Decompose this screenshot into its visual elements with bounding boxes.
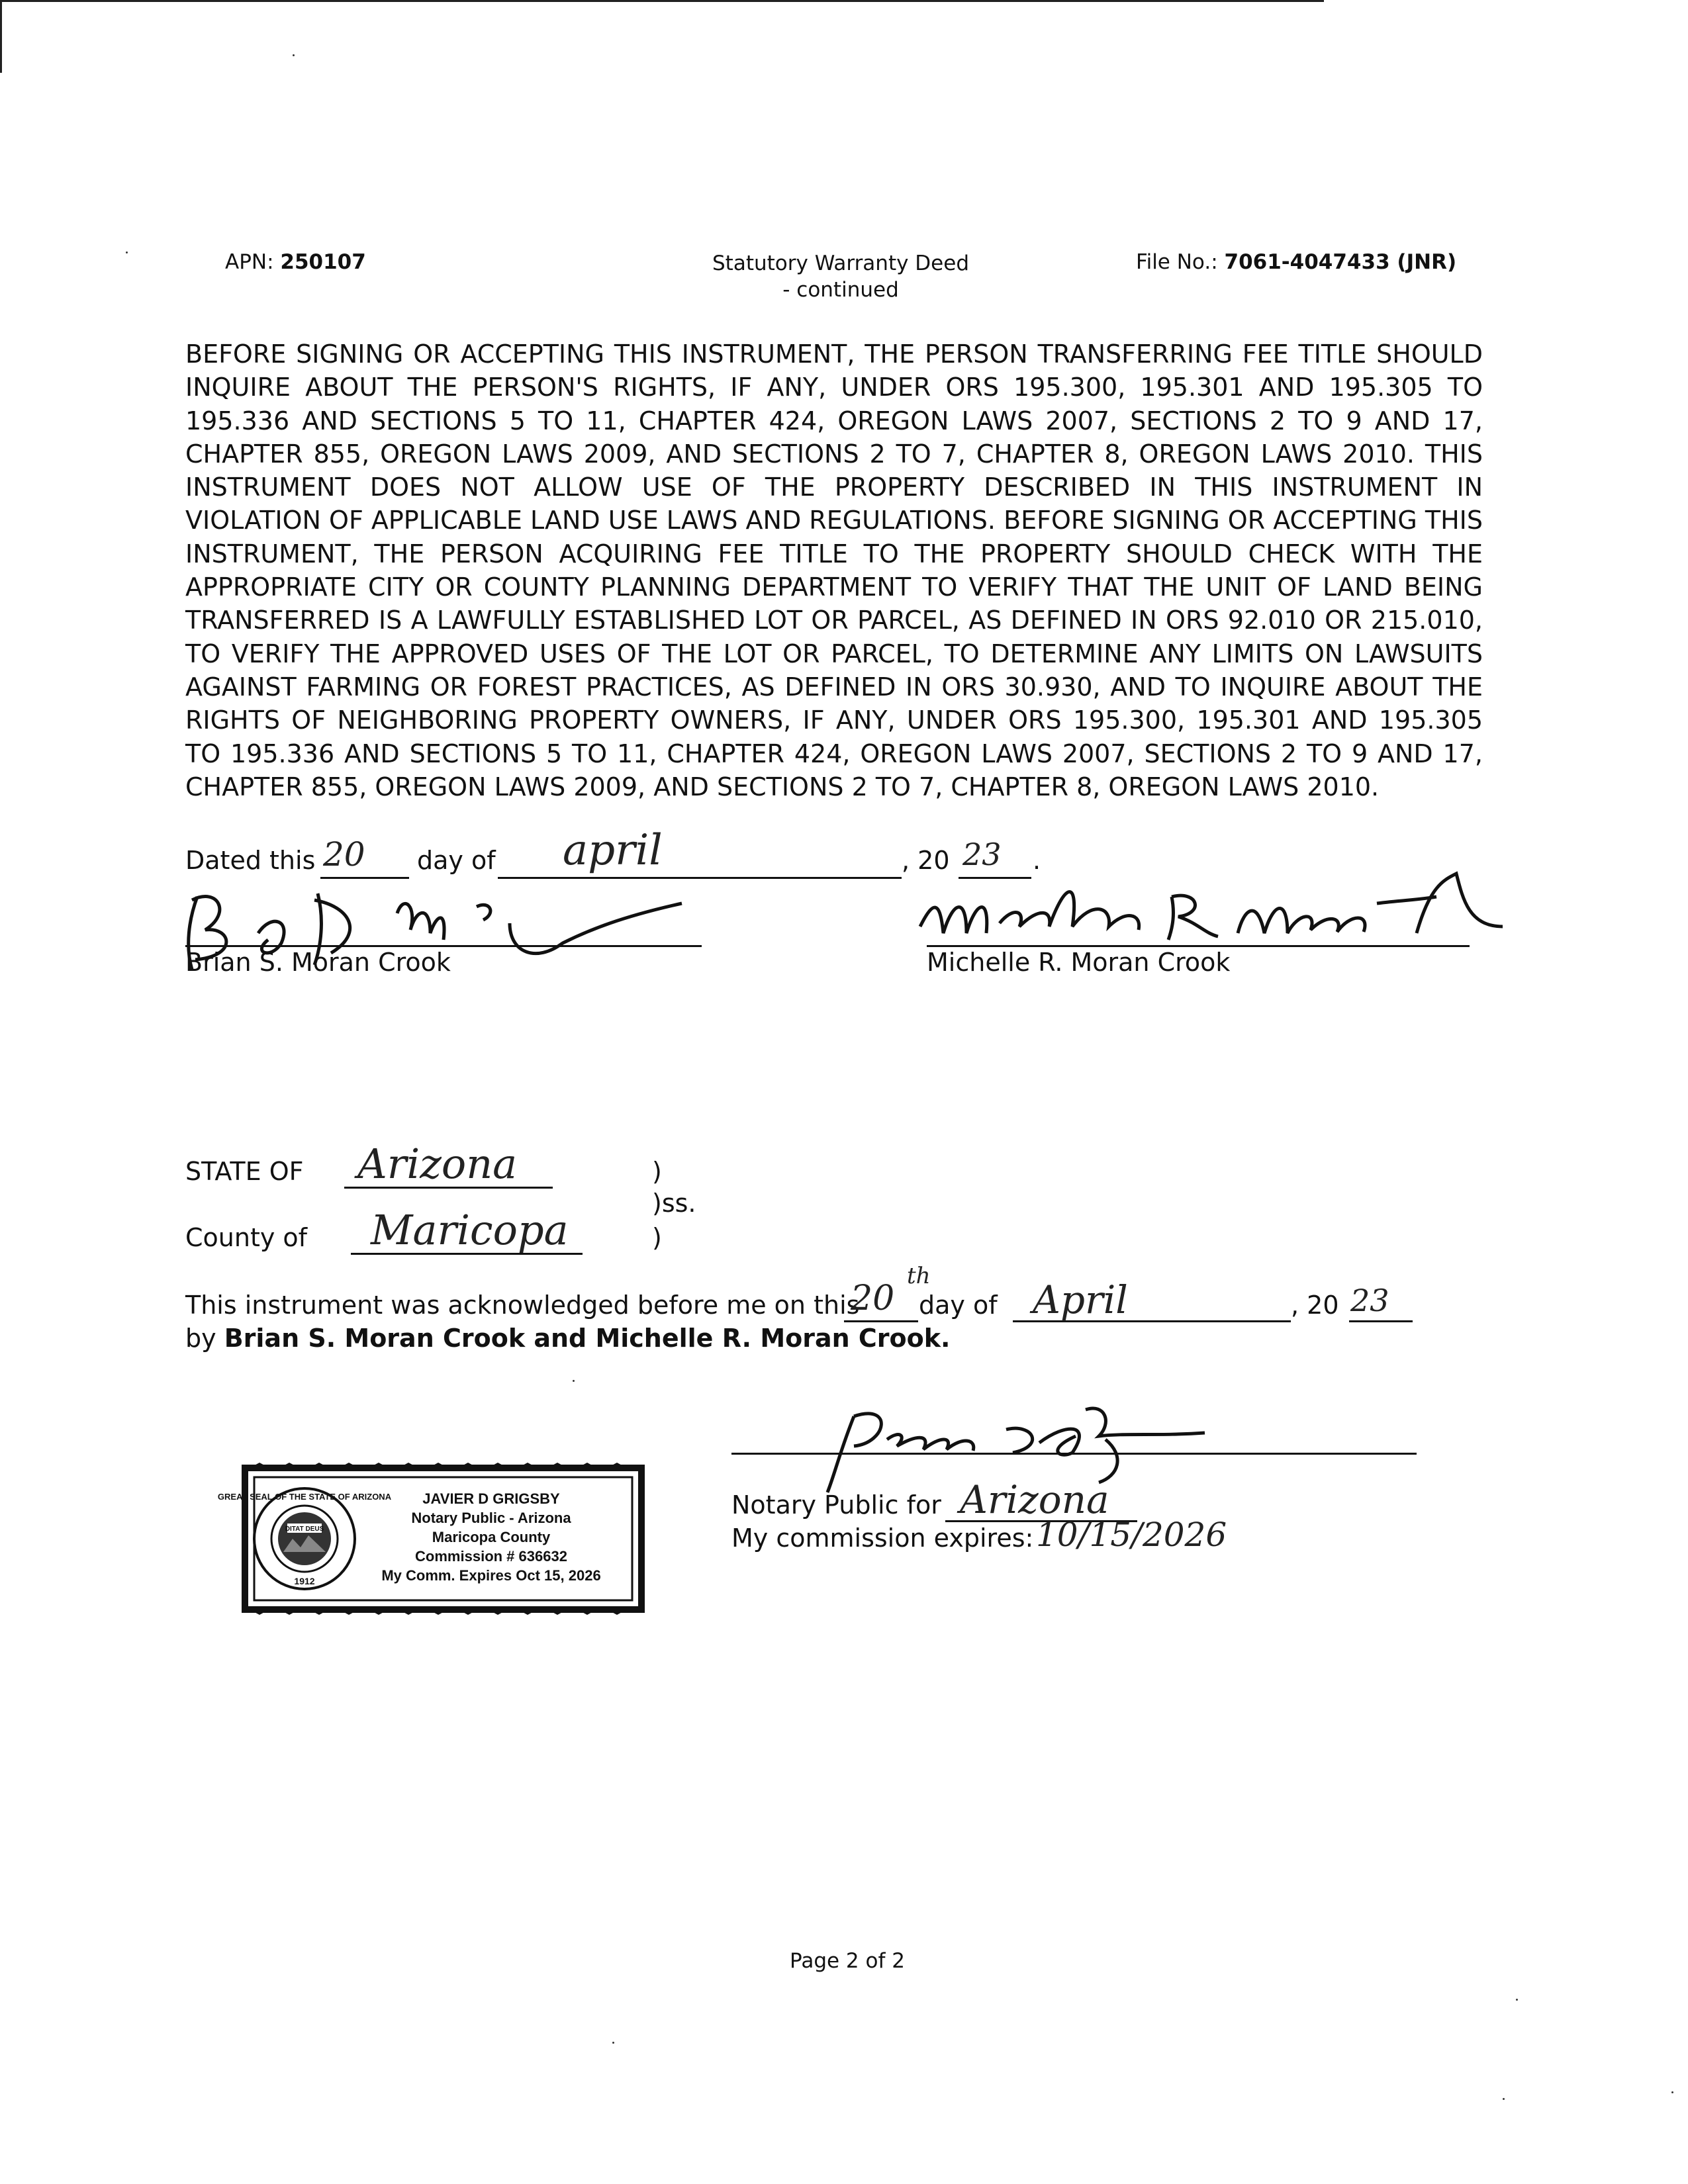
ack-line-2 [185,1324,950,1353]
left-signature-line [185,945,702,947]
dated-day-line [320,877,409,879]
scan-speck [612,2042,614,2044]
notary-stamp-text [346,1489,637,1585]
ack-day-line [844,1320,918,1322]
notary-public-label: Notary Public for [731,1490,941,1520]
document-title: Statutory Warranty Deed [712,251,969,275]
scan-speck [293,54,295,56]
document-subtitle: - continued [782,278,899,302]
apn-label: APN: [225,250,274,274]
scan-speck [1516,1999,1518,2001]
file-number [1136,250,1456,274]
state-label: STATE OF [185,1157,304,1186]
seal-ring-text: GREAT SEAL OF THE STATE OF ARIZONA [217,1492,392,1502]
notary-public-for [731,1490,941,1520]
file-value: 7061-4047433 (JNR) [1224,250,1457,274]
seal-year: 1912 [294,1576,315,1586]
county-label: County of [185,1223,308,1252]
left-signer-name: Brian S. Moran Crook [185,948,451,977]
document-title-block [675,250,1006,303]
scan-edge-top [0,0,1324,2]
scan-speck [1503,2098,1505,2100]
stamp-name: JAVIER D GRIGSBY [422,1490,560,1507]
apn [225,250,366,274]
stamp-county: Maricopa County [432,1529,551,1545]
notary-state-handwritten: Arizona [960,1477,1109,1522]
commission-expires-label: My commission expires: [731,1524,1034,1553]
dated-month-handwritten: april [563,826,663,875]
dated-day-of: day of [417,846,496,875]
right-signature-line [927,945,1470,947]
right-signer-name: Michelle R. Moran Crook [927,948,1231,977]
commission-expires-handwritten: 10/15/2026 [1036,1516,1227,1554]
dated-period: . [1033,846,1041,875]
ack-line-1 [185,1291,859,1320]
stamp-title: Notary Public - Arizona [411,1510,571,1526]
ack-day-handwritten: 20 [851,1279,895,1318]
file-label: File No.: [1136,250,1218,274]
ack-prefix: This instrument was acknowledged before me on this [185,1291,860,1320]
ack-day-of: day of [919,1291,998,1320]
ack-names: Brian S. Moran Crook and Michelle R. Moran Crook [224,1324,941,1353]
scan-speck [126,251,128,253]
apn-value: 250107 [280,250,366,274]
ack-year-handwritten: 23 [1350,1283,1389,1318]
ack-year-line [1349,1320,1413,1322]
dated-label: Dated this [185,846,316,875]
venue-paren-open: ) [652,1157,662,1186]
warning-paragraph: BEFORE SIGNING OR ACCEPTING THIS INSTRUMENT, THE PERSON TRANSFERRING FEE TITLE SHOULD INQUIRE ABOUT THE PERSON'S RIGHTS, IF ANY, UNDER ORS 195.300, 195.301 AND 195.305 TO 195.336 AND SECTIONS 5 TO 11, CHAPTER 424, OREGON LAWS 2007, SECTIONS 2 TO 9 AND 17, CHAPTER 855, OREGON LAWS 2009, AND SECTIONS 2 TO 7, CHAPTER 8, OREGON LAWS 2010. THIS INSTRUMENT DOES NOT ALLOW USE OF THE PROPERTY DESCRIBED IN THIS INSTRUMENT IN VIOLATION OF APPLICABLE LAND USE LAWS AND REGULATIONS. BEFORE SIGNING OR ACCEPTING THIS INSTRUMENT, THE PERSON ACQUIRING FEE TITLE TO THE PROPERTY SHOULD CHECK WITH THE APPROPRIATE CITY OR COUNTY PLANNING DEPARTMENT TO VERIFY THAT THE UNIT OF LAND BEING TRANSFERRED IS A LAWFULLY ESTABLISHED LOT OR PARCEL, AS DEFINED IN ORS 92.010 OR 215.010, TO VERIFY THE APPROVED USES OF THE LOT OR PARCEL, TO DETERMINE ANY LIMITS ON LAWSUITS AGAINST FARMING OR FOREST PRACTICES, AS DEFINED IN ORS 30.930, AND TO INQUIRE ABOUT THE RIGHTS OF NEIGHBORING PROPERTY OWNERS, IF ANY, UNDER ORS 195.300, 195.301 AND 195.305 TO 195.336 AND SECTIONS 5 TO 11, CHAPTER 424, OREGON LAWS 2007, SECTIONS 2 TO 9 AND 17, CHAPTER 855, OREGON LAWS 2009, AND SECTIONS 2 TO 7, CHAPTER 8, OREGON LAWS 2010. [185,340,1483,801]
scan-speck [573,1380,575,1382]
notary-signature-line [731,1453,1417,1455]
venue-paren-close: ) [652,1223,662,1252]
page-number: Page 2 of 2 [790,1949,905,1973]
stamp-expires: My Comm. Expires Oct 15, 2026 [381,1567,601,1584]
dated-month-line [498,877,902,879]
dated-year-handwritten: 23 [962,837,1002,872]
arizona-seal-icon [254,1488,355,1589]
state-handwritten: Arizona [357,1140,518,1188]
scan-edge-left [0,0,2,73]
dated-year-prefix: , 20 [902,846,950,875]
ack-end: . [941,1324,951,1353]
seal-motto: DITAT DEUS [285,1525,324,1533]
ack-month-handwritten: April [1033,1277,1128,1322]
ack-day-suffix: th [907,1263,931,1289]
dated-day-handwritten: 20 [323,835,365,874]
venue-ss: )ss. [652,1189,696,1218]
ack-by: by [185,1324,216,1353]
stamp-commission: Commission # 636632 [415,1548,567,1565]
county-handwritten: Maricopa [371,1206,569,1254]
scan-speck [1671,2091,1673,2093]
ack-year-prefix: , 20 [1291,1291,1339,1320]
statutory-warning [185,338,1483,803]
